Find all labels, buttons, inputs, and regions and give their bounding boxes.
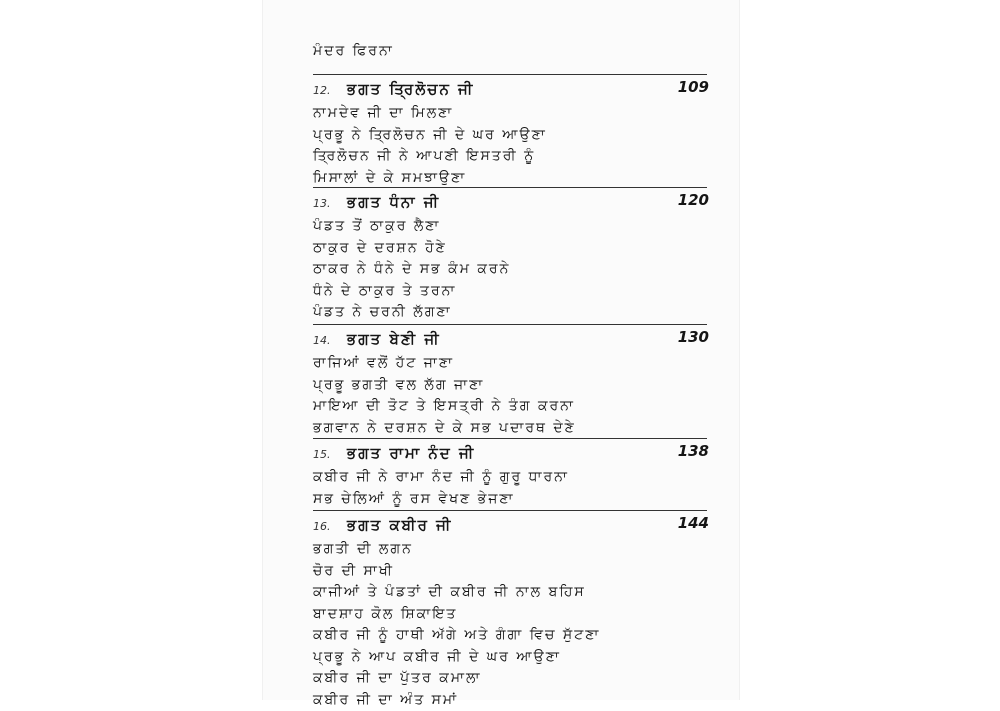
- page-number[interactable]: 130: [678, 328, 709, 346]
- chapter-title[interactable]: ਭਗਤ ਰਾਮਾ ਨੰਦ ਜੀ: [347, 444, 475, 462]
- page-number[interactable]: 144: [678, 514, 709, 532]
- chapter-number: 13.: [313, 197, 331, 210]
- subtopic-item: ਕਾਜੀਆਂ ਤੇ ਪੰਡਤਾਂ ਦੀ ਕਬੀਰ ਜੀ ਨਾਲ ਬਹਿਸ: [313, 582, 600, 604]
- subtopic-item: ਪੰਡਤ ਨੇ ਚਰਨੀ ਲੱਗਣਾ: [313, 302, 510, 324]
- subtopic-item: ਕਬੀਰ ਜੀ ਦਾ ਪੁੱਤਰ ਕਮਾਲਾ: [313, 668, 600, 690]
- subtopic-list: [313, 539, 600, 711]
- subtopic-item: ਚੋਰ ਦੀ ਸਾਖੀ: [313, 561, 600, 583]
- subtopic-item: ਭਗਤੀ ਦੀ ਲਗਨ: [313, 539, 600, 561]
- chapter-number: 16.: [313, 520, 331, 533]
- subtopic-list: [313, 103, 547, 189]
- subtopic-item: ਪ੍ਰਭੂ ਭਗਤੀ ਵਲ ਲੱਗ ਜਾਣਾ: [313, 375, 576, 397]
- book-page: [262, 0, 740, 700]
- subtopic-item: ਠਾਕੁਰ ਦੇ ਦਰਸ਼ਨ ਹੋਣੇ: [313, 238, 510, 260]
- subtopic-item: ਪੰਡਤ ਤੋਂ ਠਾਕੁਰ ਲੈਣਾ: [313, 216, 510, 238]
- subtopic-item: ਕਬੀਰ ਜੀ ਦਾ ਅੰਤ ਸਮਾਂ: [313, 690, 600, 711]
- subtopic-item: ਸਭ ਚੇਲਿਆਂ ਨੂੰ ਰਸ ਵੇਖਣ ਭੇਜਣਾ: [313, 489, 569, 511]
- subtopic-item: ਰਾਜਿਆਂ ਵਲੋਂ ਹੱਟ ਜਾਣਾ: [313, 353, 576, 375]
- section-divider: [313, 438, 707, 439]
- subtopic-list: [313, 467, 569, 510]
- chapter-title[interactable]: ਭਗਤ ਤ੍ਰਿਲੋਚਨ ਜੀ: [347, 80, 474, 98]
- subtopic-list: [313, 216, 510, 324]
- section-divider: [313, 187, 707, 188]
- chapter-title[interactable]: ਭਗਤ ਕਬੀਰ ਜੀ: [347, 516, 452, 534]
- page-number[interactable]: 138: [678, 442, 709, 460]
- table-of-contents: [263, 0, 739, 700]
- section-divider: [313, 74, 707, 75]
- subtopic-item: ਮਿਸਾਲਾਂ ਦੇ ਕੇ ਸਮਝਾਉਣਾ: [313, 168, 547, 190]
- section-divider: [313, 324, 707, 325]
- page-number[interactable]: 120: [678, 191, 709, 209]
- subtopic-item: ਤ੍ਰਿਲੋਚਨ ਜੀ ਨੇ ਆਪਣੀ ਇਸਤਰੀ ਨੂੰ: [313, 146, 547, 168]
- subtopic-item: ਕਬੀਰ ਜੀ ਨੇ ਰਾਮਾ ਨੰਦ ਜੀ ਨੂੰ ਗੁਰੂ ਧਾਰਨਾ: [313, 467, 569, 489]
- subtopic-item: ਕਬੀਰ ਜੀ ਨੂੰ ਹਾਥੀ ਅੱਗੇ ਅਤੇ ਗੰਗਾ ਵਿਚ ਸੁੱਟਣਾ: [313, 625, 600, 647]
- subtopic-item: ਠਾਕਰ ਨੇ ਧੰਨੇ ਦੇ ਸਭ ਕੰਮ ਕਰਨੇ: [313, 259, 510, 281]
- subtopic-item: ਧੰਨੇ ਦੇ ਠਾਕੁਰ ਤੇ ਤਰਨਾ: [313, 281, 510, 303]
- subtopic-item: ਬਾਦਸ਼ਾਹ ਕੋਲ ਸ਼ਿਕਾਇਤ: [313, 604, 600, 626]
- chapter-title[interactable]: ਭਗਤ ਧੰਨਾ ਜੀ: [347, 193, 440, 211]
- subtopic-list: [313, 353, 576, 439]
- chapter-number: 14.: [313, 334, 331, 347]
- page-number[interactable]: 109: [678, 78, 709, 96]
- carry-over-line: ਮੰਦਰ ਫਿਰਨਾ: [313, 43, 394, 59]
- chapter-number: 12.: [313, 84, 331, 97]
- subtopic-item: ਪ੍ਰਭੂ ਨੇ ਆਪ ਕਬੀਰ ਜੀ ਦੇ ਘਰ ਆਉਣਾ: [313, 647, 600, 669]
- subtopic-item: ਪ੍ਰਭੂ ਨੇ ਤ੍ਰਿਲੋਚਨ ਜੀ ਦੇ ਘਰ ਆਉਣਾ: [313, 125, 547, 147]
- subtopic-item: ਮਾਇਆ ਦੀ ਤੋਟ ਤੇ ਇਸਤ੍ਰੀ ਨੇ ਤੰਗ ਕਰਨਾ: [313, 396, 576, 418]
- section-divider: [313, 510, 707, 511]
- chapter-number: 15.: [313, 448, 331, 461]
- subtopic-item: ਨਾਮਦੇਵ ਜੀ ਦਾ ਮਿਲਣਾ: [313, 103, 547, 125]
- subtopic-item: ਭਗਵਾਨ ਨੇ ਦਰਸ਼ਨ ਦੇ ਕੇ ਸਭ ਪਦਾਰਥ ਦੇਣੇ: [313, 418, 576, 440]
- chapter-title[interactable]: ਭਗਤ ਬੇਣੀ ਜੀ: [347, 330, 441, 348]
